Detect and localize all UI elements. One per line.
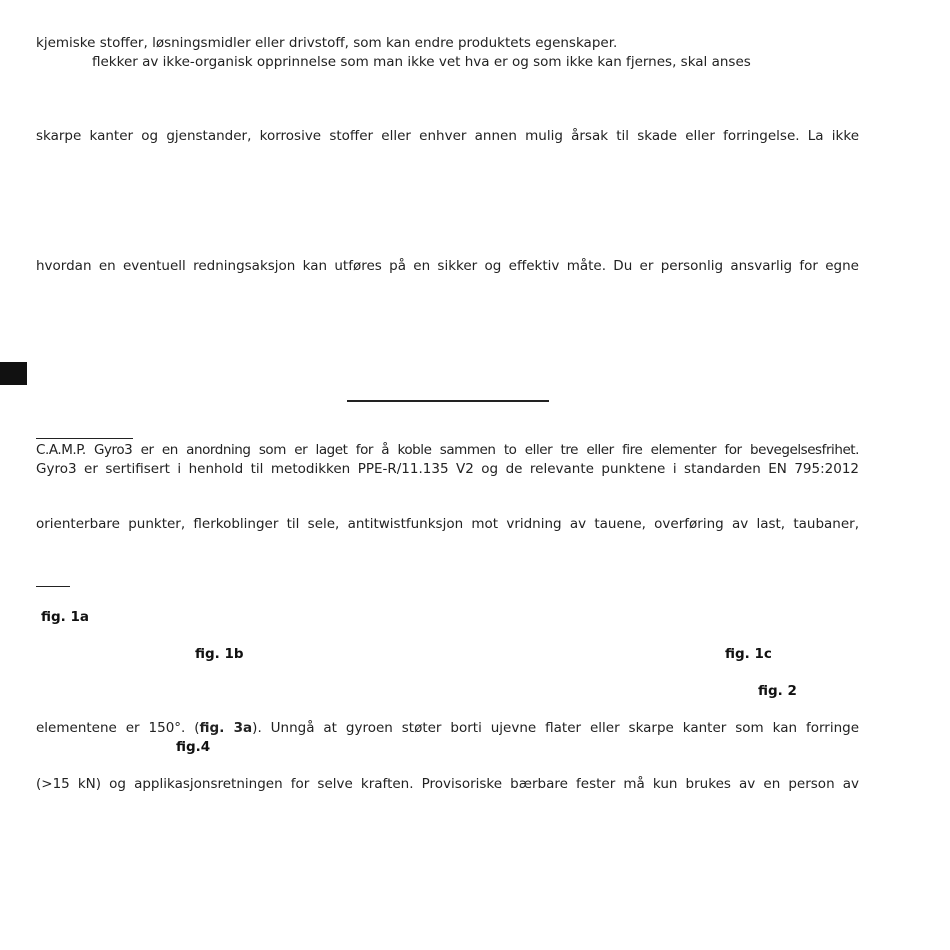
subsection-rule: [36, 438, 133, 439]
text-line-stains: flekker av ikke-organisk opprinnelse som man ikke vet hva er og som ikke kan fjernes, skal anses: [92, 54, 751, 70]
margin-tab-marker: [0, 362, 27, 385]
text-line-chemicals: kjemiske stoffer, løsningsmidler eller drivstoff, som kan endre produktets egenskaper.: [36, 35, 618, 51]
figure-label-2: fig. 2: [758, 683, 797, 699]
angle-text-before: elementene er 150°. (: [36, 720, 200, 736]
text-line-anchors: (>15 kN) og applikasjonsretningen for selve kraften. Provisoriske bærbare fester må kun brukes av en person av: [36, 776, 859, 792]
text-line-certification: Gyro3 er sertifisert i henhold til metodikken PPE-R/11.135 V2 og de relevante punktene i standarden EN 795:2012: [36, 461, 859, 477]
text-line-sharp-edges: skarpe kanter og gjenstander, korrosive stoffer eller enhver annen mulig årsak til skade eller forringelse. La ikke: [36, 128, 859, 144]
paragraph-rule: [36, 586, 70, 587]
figure-ref-3a: fig. 3a: [199, 720, 253, 736]
angle-text-after: ). Unngå at gyroen støter borti ujevne flater eller skarpe kanter som kan forringe: [252, 720, 860, 736]
figure-label-4: fig.4: [176, 739, 211, 755]
figure-label-1a: fig. 1a: [41, 609, 90, 625]
figure-label-1c: fig. 1c: [725, 646, 772, 662]
text-line-gyro3-description: C.A.M.P. Gyro3 er en anordning som er laget for å koble sammen to eller tre eller fire elementer for bevegelsesfrihet.: [36, 442, 859, 458]
figure-label-1b: fig. 1b: [195, 646, 244, 662]
text-line-applications: orienterbare punkter, flerkoblinger til sele, antitwistfunksjon mot vridning av tauene, overføring av last, taubaner,: [36, 516, 859, 532]
section-heading-rule: [347, 400, 549, 402]
text-line-angle: [36, 720, 859, 737]
text-line-rescue: hvordan en eventuell redningsaksjon kan utføres på en sikker og effektiv måte. Du er personlig ansvarlig for egne: [36, 258, 859, 274]
